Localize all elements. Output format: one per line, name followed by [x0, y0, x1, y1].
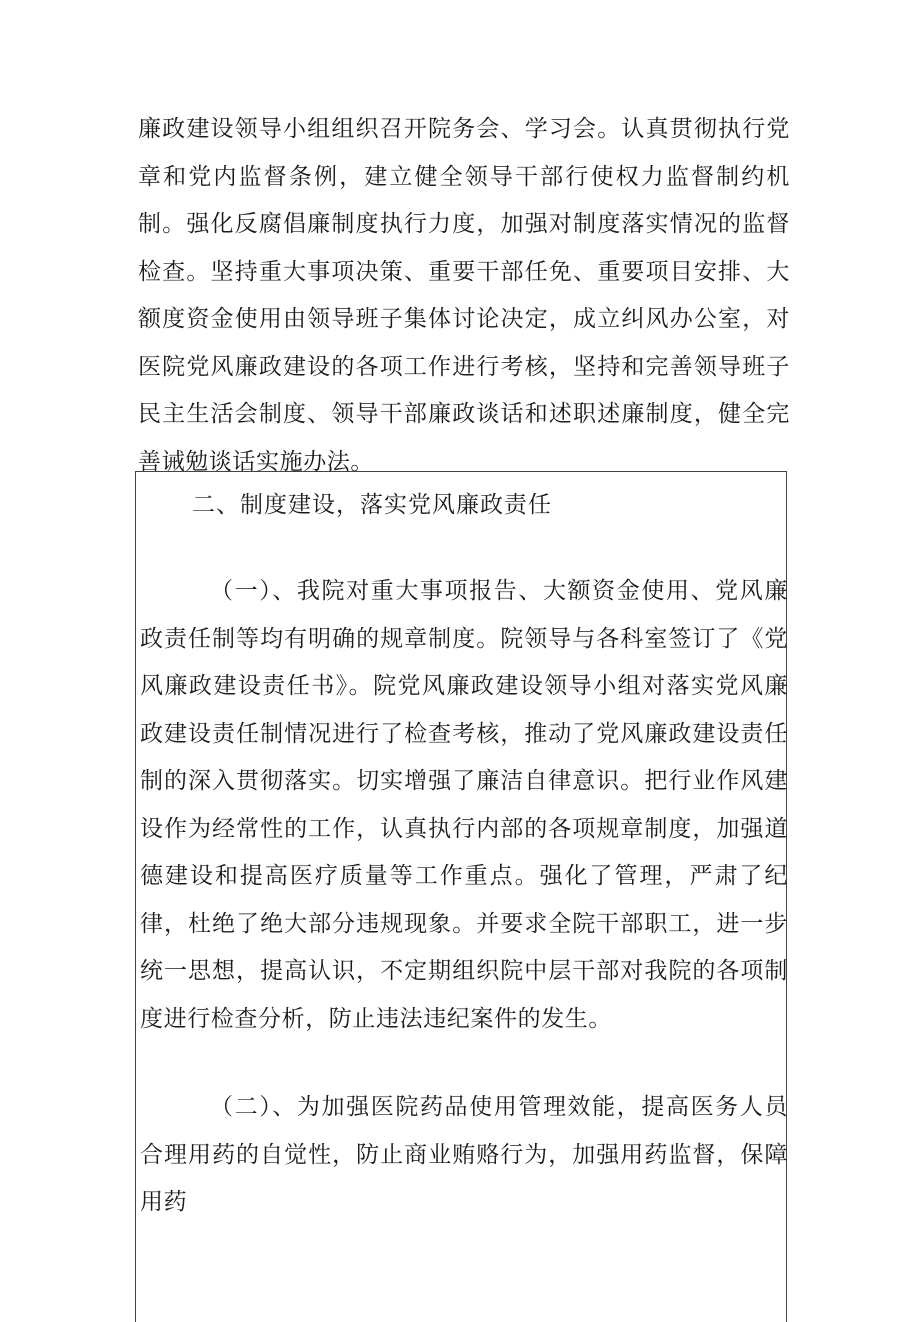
- section-heading: 二、制度建设，落实党风廉政责任: [192, 492, 552, 518]
- section-frame: [135, 471, 787, 1322]
- intro-paragraph: 廉政建设领导小组组织召开院务会、学习会。认真贯彻执行党章和党内监督条例，建立健全领导干部行使权力监督制约机制。强化反腐倡廉制度执行力度，加强对制度落实情况的监督检查。坚持重大事项决策、重要干部任免、重要项目安排、大额度资金使用由领导班子集体讨论决定，成立纠风办公室，对医院党风廉政建设的各项工作进行考核，坚持和完善领导班子民主生活会制度、领导干部廉政谈话和述职述廉制度，健全完善诫勉谈话实施办法。: [138, 116, 790, 475]
- section-paragraph-two: （二）、为加强医院药品使用管理效能，提高医务人员合理用药的自觉性，防止商业贿赂行为，加强用药监督，保障用药: [140, 1094, 788, 1215]
- section-paragraph-one: （一）、我院对重大事项报告、大额资金使用、党风廉政责任制等均有明确的规章制度。院领导与各科室签订了《党风廉政建设责任书》。院党风廉政建设领导小组对落实党风廉政建设责任制情况进行了检查考核，推动了党风廉政建设责任制的深入贯彻落实。切实增强了廉洁自律意识。把行业作风建设作为经常性的工作，认真执行内部的各项规章制度，加强道德建设和提高医疗质量等工作重点。强化了管理，严肃了纪律，杜绝了绝大部分违规现象。并要求全院干部职工，进一步统一思想，提高认识，不定期组织院中层干部对我院的各项制度进行检查分析，防止违法违纪案件的发生。: [140, 578, 788, 1032]
